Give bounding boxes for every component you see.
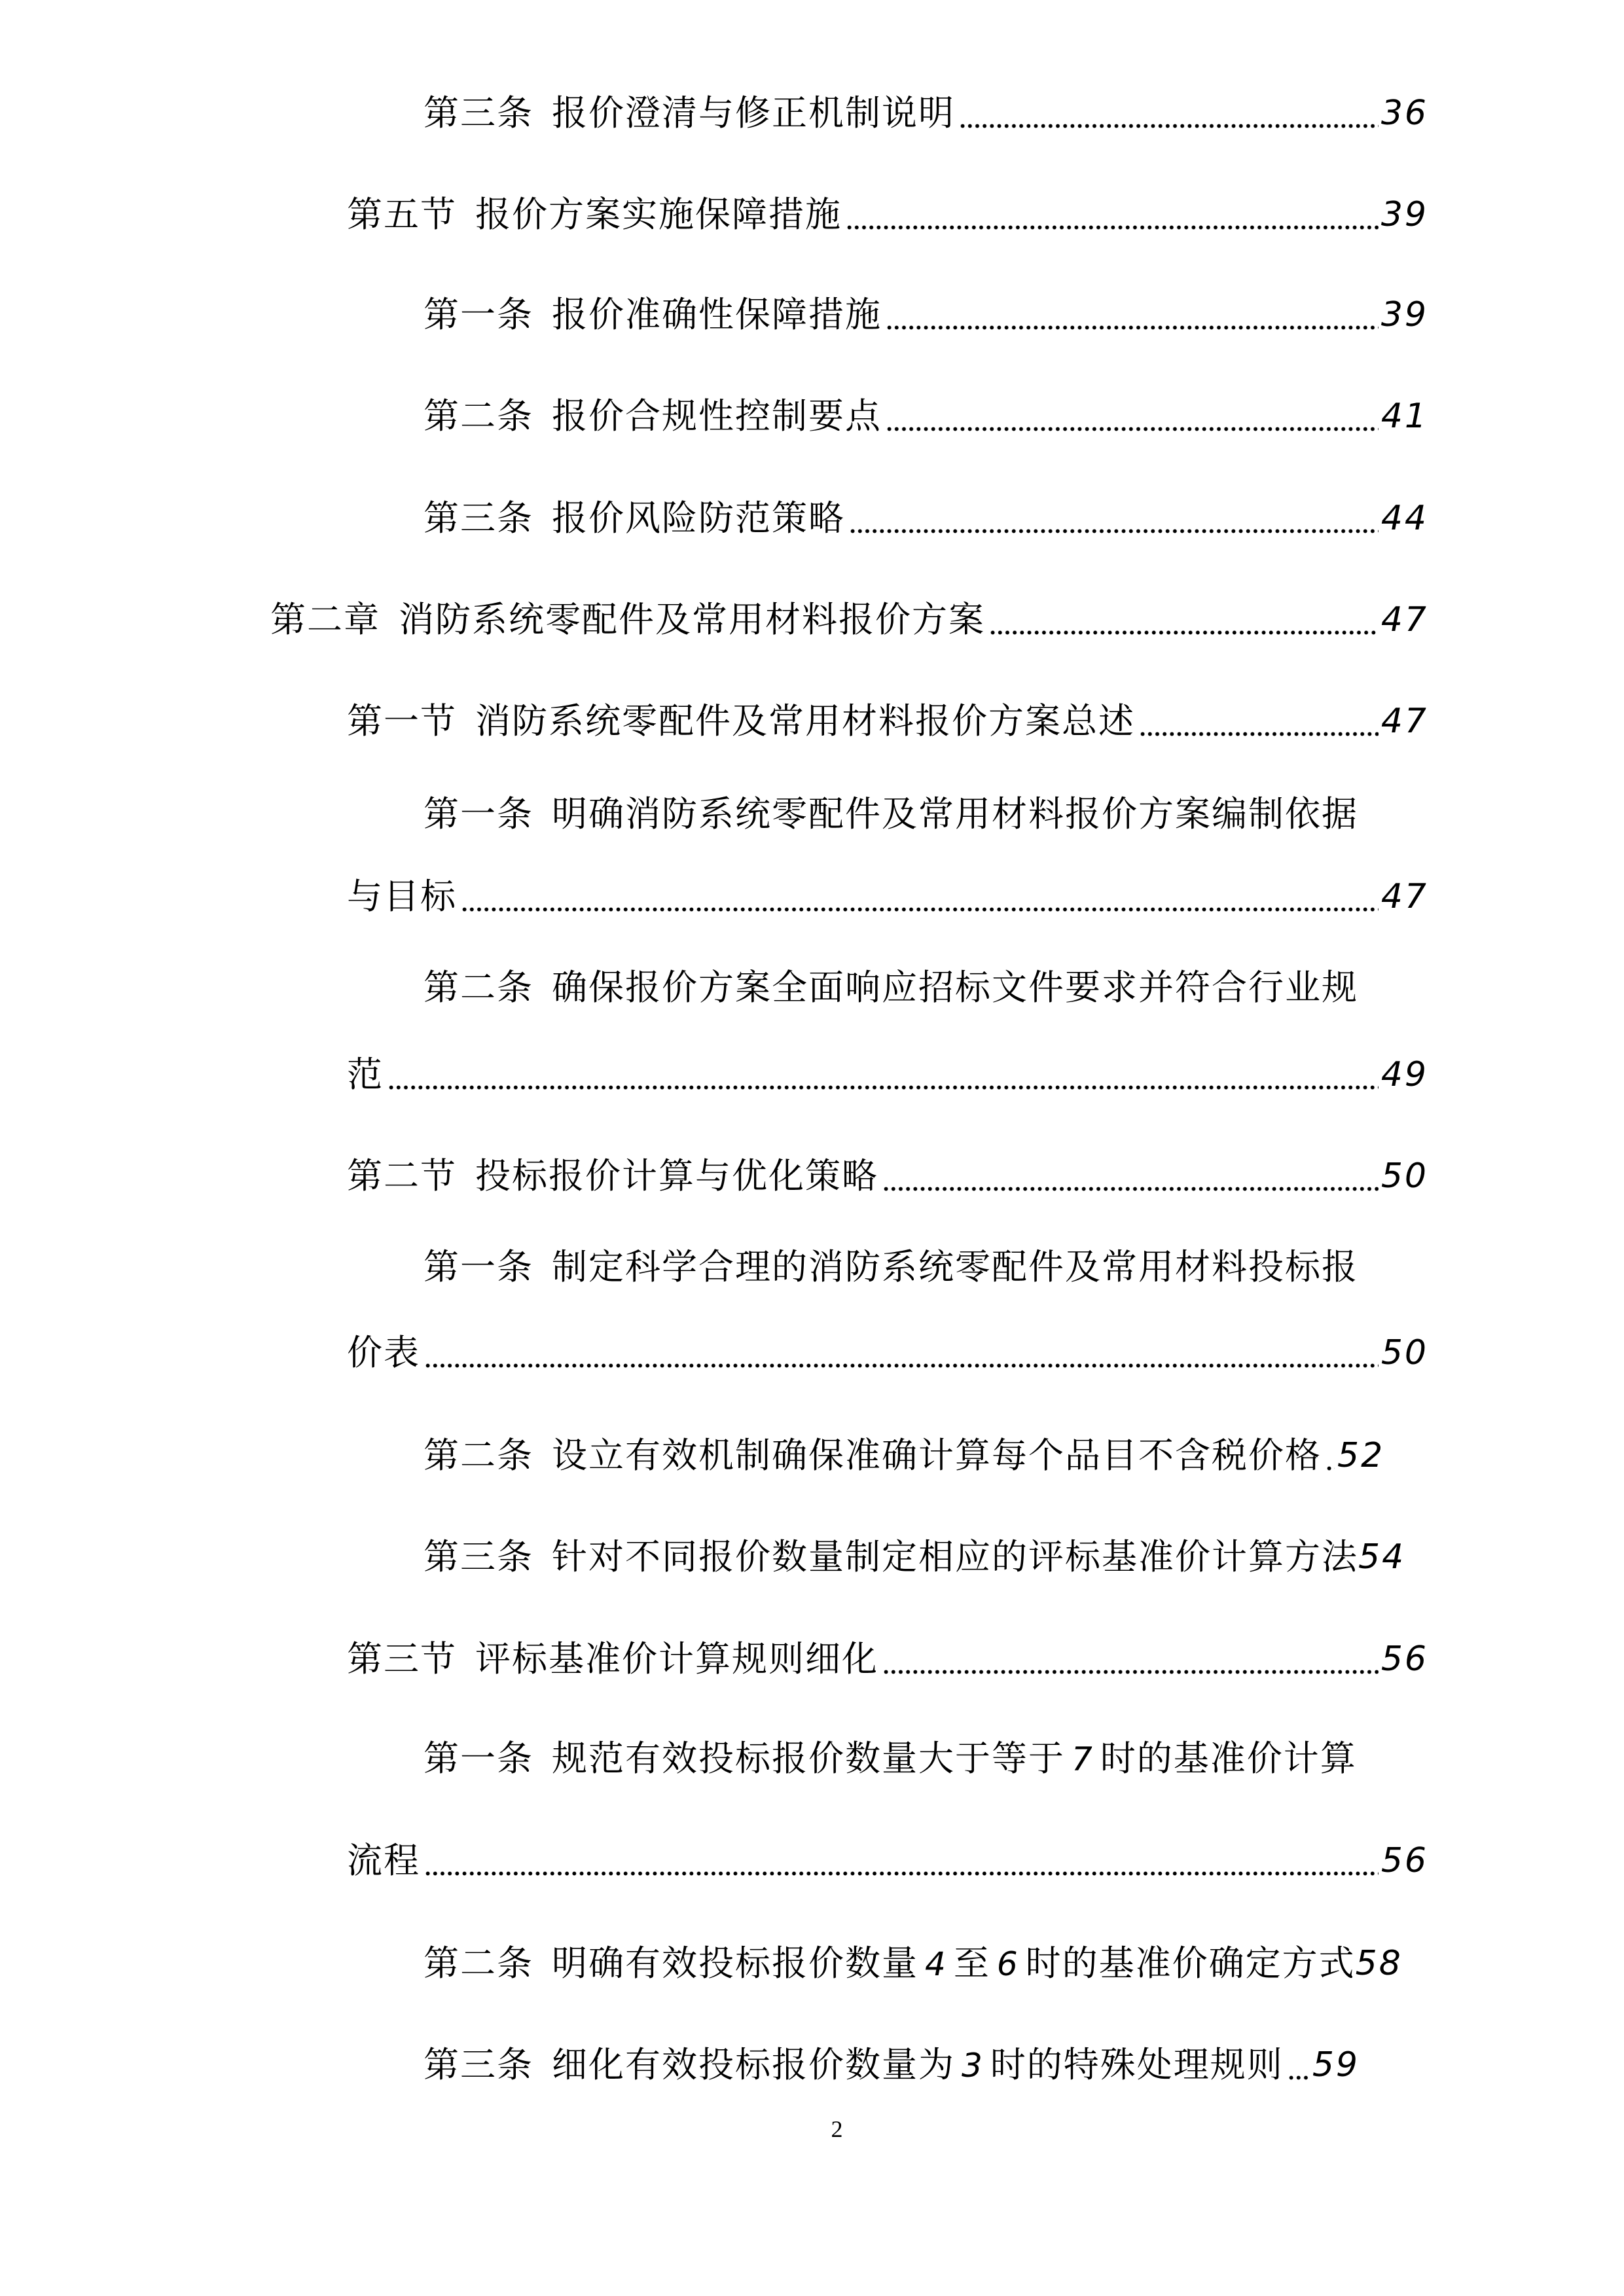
toc-entry-label: 第五节 报价方案实施保障措施 <box>347 194 842 235</box>
toc-entry[interactable] <box>424 788 1358 840</box>
dot-leader <box>886 289 1379 341</box>
toc-chapter-entry[interactable] <box>270 594 1428 646</box>
dot-leader <box>1326 1429 1335 1482</box>
toc-entry-label: 第二节 投标报价计算与优化策略 <box>347 1155 878 1196</box>
toc-page-number: 52 <box>1337 1436 1385 1475</box>
toc-entry-label: 第二条 明确有效投标报价数量 4 至 6 时的基准价确定方式 <box>424 1942 1356 1984</box>
toc-page-number: 59 <box>1312 2045 1360 2085</box>
toc-entry[interactable] <box>347 1150 1428 1202</box>
toc-entry[interactable] <box>347 188 1428 241</box>
dot-leader <box>846 188 1379 241</box>
page-number-footer: 2 <box>831 2116 843 2142</box>
toc-page-number: 49 <box>1380 1055 1428 1094</box>
toc-entry[interactable] <box>424 1732 1357 1785</box>
toc-entry-continuation[interactable] <box>347 870 1428 923</box>
toc-page-number: 54 <box>1358 1537 1406 1577</box>
toc-page-number: 41 <box>1380 397 1428 436</box>
toc-entry-label-continuation: 范 <box>347 1054 384 1095</box>
toc-entry-label-continuation: 流程 <box>347 1840 420 1881</box>
toc-entry-label: 第一条 明确消防系统零配件及常用材料报价方案编制依据 <box>424 793 1358 834</box>
toc-entry[interactable] <box>424 492 1428 545</box>
toc-entry[interactable] <box>347 695 1428 747</box>
toc-page-number: 56 <box>1380 1640 1428 1679</box>
toc-page-number: 47 <box>1380 702 1428 741</box>
toc-entry-label: 第二条 报价合规性控制要点 <box>424 395 882 437</box>
toc-entry-label-continuation: 与目标 <box>347 876 457 917</box>
toc-entry[interactable] <box>424 1241 1358 1293</box>
toc-entry[interactable] <box>424 961 1358 1014</box>
toc-entry[interactable] <box>424 1429 1428 1482</box>
toc-entry-label: 第一条 报价准确性保障措施 <box>424 294 882 335</box>
dot-leader <box>882 1633 1379 1685</box>
dot-leader <box>388 1049 1379 1101</box>
toc-entry-label: 第二条 确保报价方案全面响应招标文件要求并符合行业规 <box>424 967 1358 1008</box>
toc-entry[interactable] <box>424 2039 1428 2091</box>
dot-leader <box>959 87 1379 139</box>
toc-entry-label: 第三条 报价澄清与修正机制说明 <box>424 92 955 134</box>
toc-entry[interactable] <box>424 1937 1403 1990</box>
toc-entry-label: 第一条 制定科学合理的消防系统零配件及常用材料投标报 <box>424 1246 1358 1287</box>
toc-entry-label-continuation: 价表 <box>347 1332 420 1373</box>
toc-entry[interactable] <box>347 1633 1428 1685</box>
toc-page-number: 47 <box>1380 877 1428 916</box>
toc-page-number: 39 <box>1380 295 1428 334</box>
toc-page-number: 39 <box>1380 195 1428 234</box>
toc-page-number: 50 <box>1380 1157 1428 1196</box>
toc-entry-label: 第三条 细化有效投标报价数量为 3 时的特殊处理规则 <box>424 2043 1284 2085</box>
toc-entry-continuation[interactable] <box>347 1327 1428 1379</box>
toc-entry-label: 第三条 报价风险防范策略 <box>424 497 845 539</box>
dot-leader <box>989 594 1379 646</box>
toc-entry-label: 第二条 设立有效机制确保准确计算每个品目不含税价格 <box>424 1435 1322 1476</box>
toc-entry-label: 第三条 针对不同报价数量制定相应的评标基准价计算方法 <box>424 1536 1358 1577</box>
toc-entry-continuation[interactable] <box>347 1049 1428 1101</box>
dot-leader <box>886 390 1379 442</box>
dot-leader <box>849 492 1379 545</box>
dot-leader <box>1139 695 1379 747</box>
toc-entry[interactable] <box>424 1531 1405 1583</box>
toc-entry-continuation[interactable] <box>347 1835 1428 1887</box>
toc-entry-label: 第二章 消防系统零配件及常用材料报价方案 <box>270 599 985 640</box>
toc-entry-label: 第一节 消防系统零配件及常用材料报价方案总述 <box>347 700 1135 742</box>
dot-leader <box>424 1835 1379 1887</box>
toc-page-number: 58 <box>1355 1944 1403 1983</box>
toc-entry-label: 第三节 评标基准价计算规则细化 <box>347 1638 878 1679</box>
dot-leader <box>882 1150 1379 1202</box>
dot-leader <box>424 1327 1379 1379</box>
toc-page-number: 47 <box>1380 600 1428 639</box>
dot-leader <box>461 870 1379 923</box>
toc-page-number: 44 <box>1380 499 1428 538</box>
toc-page-number: 36 <box>1380 94 1428 133</box>
toc-entry[interactable] <box>424 390 1428 442</box>
dot-leader <box>1288 2039 1310 2091</box>
toc-entry-label: 第一条 规范有效投标报价数量大于等于 7 时的基准价计算 <box>424 1737 1357 1779</box>
toc-page-number: 50 <box>1380 1333 1428 1372</box>
toc-entry[interactable] <box>424 289 1428 341</box>
toc-entry[interactable] <box>424 87 1428 139</box>
toc-page-number: 56 <box>1380 1841 1428 1880</box>
